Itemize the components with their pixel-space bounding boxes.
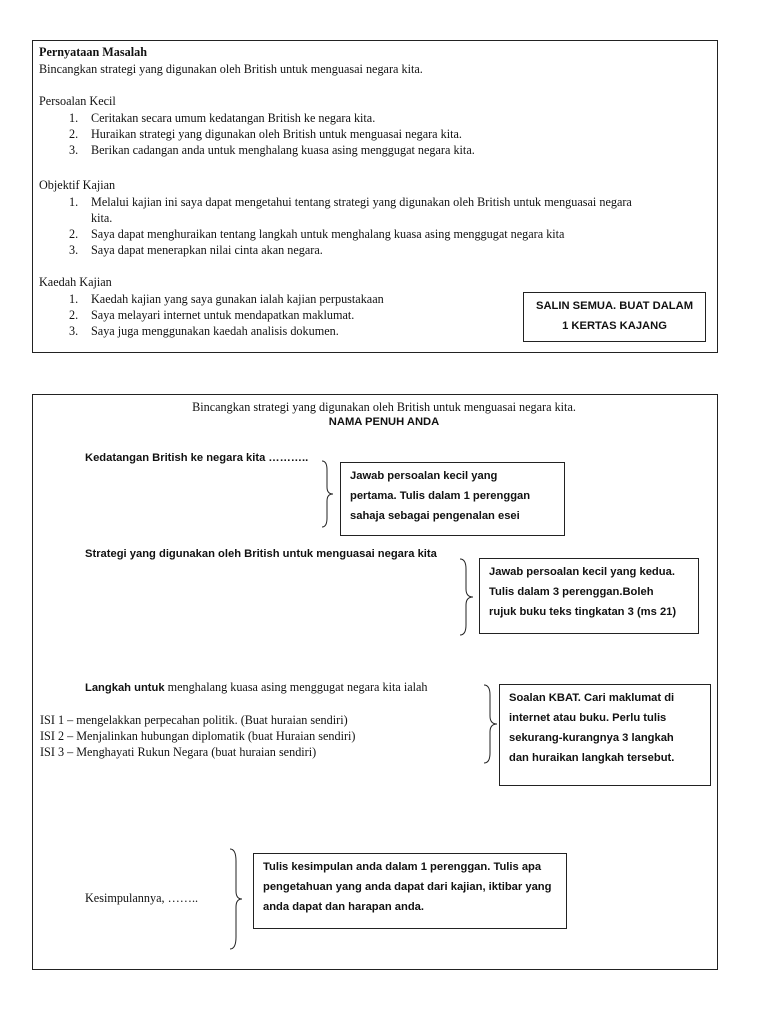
section3-heading: Langkah untuk menghalang kuasa asing menggugat negara kita ialah — [85, 680, 428, 694]
instruction-line: SALIN SEMUA. BUAT DALAM — [535, 300, 694, 312]
section2-heading: Strategi yang digunakan oleh British untuk menguasai negara kita — [85, 548, 437, 560]
list-item-continuation: kita. — [91, 211, 113, 225]
essay-title: Bincangkan strategi yang digunakan oleh British untuk menguasai negara kita. — [192, 400, 576, 414]
list-item: 2. Saya dapat menghuraikan tentang langkah untuk menghalang kuasa asing menggugat negara kita — [69, 227, 565, 241]
instruction-line: 1 KERTAS KAJANG — [562, 320, 667, 332]
list-item: ISI 1 – mengelakkan perpecahan politik. (Buat huraian sendiri) — [40, 713, 348, 727]
list-item: ISI 2 – Menjalinkan hubungan diplomatik (buat Huraian sendiri) — [40, 729, 356, 743]
objektif-kajian-title: Objektif Kajian — [39, 178, 116, 192]
brace-icon — [482, 684, 500, 764]
conclusion-label: Kesimpulannya, …….. — [85, 891, 199, 905]
kaedah-kajian-title: Kaedah Kajian — [39, 275, 112, 289]
brace-icon — [320, 460, 336, 528]
persoalan-kecil-title: Persoalan Kecil — [39, 94, 116, 108]
list-item: 2. Saya melayari internet untuk mendapatkan maklumat. — [69, 308, 355, 322]
list-item: 2. Huraikan strategi yang digunakan oleh British untuk menguasai negara kita. — [69, 127, 462, 141]
list-item: 3. Saya juga menggunakan kaedah analisis dokumen. — [69, 324, 339, 338]
section3-note: Soalan KBAT. Cari maklumat di internet atau buku. Perlu tulis sekurang-kurangnya 3 langkah dan huraikan langkah tersebut. — [499, 684, 711, 786]
list-item: 3. Saya dapat menerapkan nilai cinta akan negara. — [69, 243, 323, 257]
section1-note: Jawab persoalan kecil yang pertama. Tulis dalam 1 perenggan sahaja sebagai pengenalan esei — [340, 462, 565, 536]
list-item: 3. Berikan cadangan anda untuk menghalang kuasa asing menggugat negara kita. — [69, 143, 475, 157]
persoalan-kecil-list — [39, 110, 475, 158]
isi-list — [40, 712, 355, 760]
name-placeholder: NAMA PENUH ANDA — [328, 416, 440, 428]
brace-icon — [458, 558, 476, 636]
section1-heading: Kedatangan British ke negara kita ……….. — [85, 452, 309, 464]
objektif-kajian-list — [39, 194, 632, 258]
problem-statement-text: Bincangkan strategi yang digunakan oleh British untuk menguasai negara kita. — [39, 62, 423, 76]
list-item: 1. Ceritakan secara umum kedatangan British ke negara kita. — [69, 111, 376, 125]
conclusion-note: Tulis kesimpulan anda dalam 1 perenggan. Tulis apa pengetahuan yang anda dapat dari kajian, iktibar yang anda dapat dan harapan anda. — [253, 853, 567, 929]
list-item: ISI 3 – Menghayati Rukun Negara (buat huraian sendiri) — [40, 745, 317, 759]
brace-icon — [228, 848, 244, 950]
kaedah-kajian-list — [39, 291, 384, 339]
instruction-box — [523, 292, 706, 342]
section2-note: Jawab persoalan kecil yang kedua. Tulis dalam 3 perenggan.Boleh rujuk buku teks tingkatan 3 (ms 21) — [479, 558, 699, 634]
heading-pernyataan-masalah: Pernyataan Masalah — [39, 45, 147, 59]
list-item: 1. Melalui kajian ini saya dapat mengetahui tentang strategi yang digunakan oleh British untuk menguasai negara — [69, 195, 632, 209]
list-item: 1. Kaedah kajian yang saya gunakan ialah kajian perpustakaan — [69, 292, 384, 306]
